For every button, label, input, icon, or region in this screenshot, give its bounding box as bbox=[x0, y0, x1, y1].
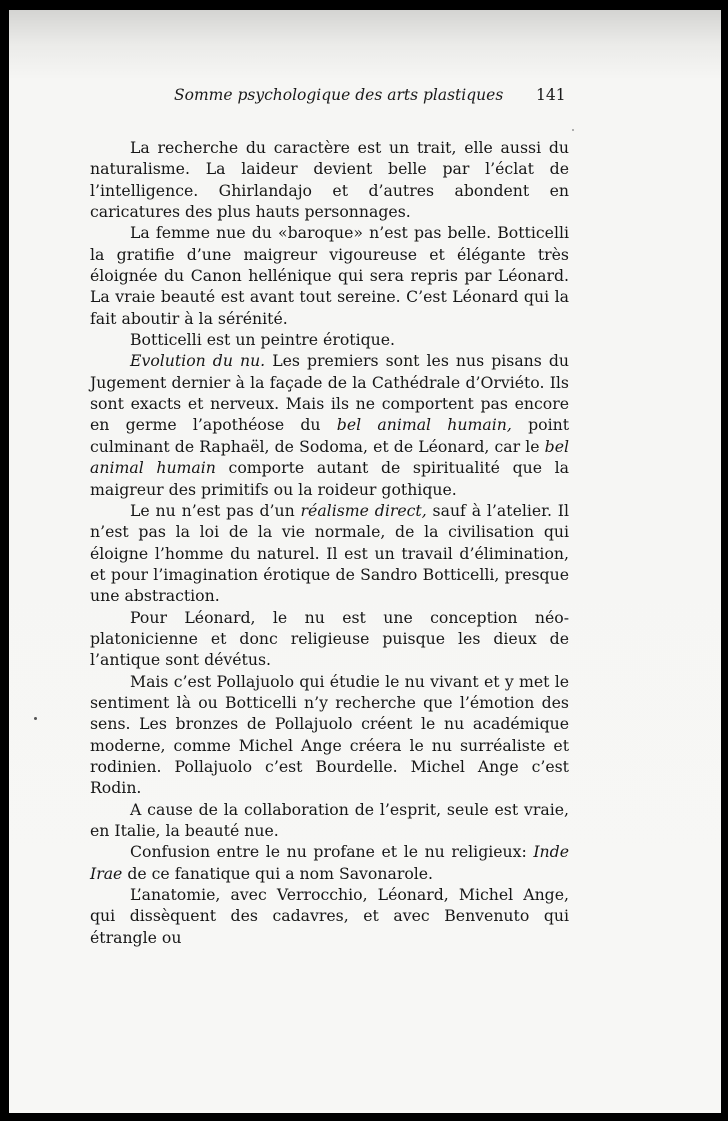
paragraph-text: La recherche du caractère est un trait, elle aussi du naturalisme. La laideur devient belle par l’éclat de l’intelligence. Ghirlandajo et d’autres abondent en caricatures des plus hauts personnages. bbox=[90, 138, 569, 222]
paragraph-femme-nue bbox=[90, 222, 569, 329]
paragraph-text: Les premiers sont les nus pisans du Jugement dernier à la façade de la Cathédrale d’Orviéto. Ils sont exacts et nerveux. Mais ils ne comportent pas encore en germe l’apothéose du bbox=[90, 351, 570, 435]
paragraph-text: La femme nue du «baroque» n’est pas belle. Botticelli la gratifie d’une maigreur vigoureuse et élégante très éloignée du Canon hellénique qui sera repris par Léonard. La vraie beauté est avant tout sereine. C’est Léonard qui la fait aboutir à la sérénité. bbox=[90, 223, 569, 328]
paragraph-text: Mais c’est Pollajuolo qui étudie le nu vivant et y met le sentiment là ou Botticelli n’y recherche que l’émotion des sens. Les bronzes de Pollajuolo créent le nu académique moderne, comme Michel Ange créera le nu surréaliste et rodinien. Pollajuolo c’est Bourdelle. Michel Ange c’est Rodin. bbox=[90, 671, 569, 798]
paragraph-beaute-nue bbox=[90, 799, 569, 842]
italic-phrase: Inde Irae bbox=[90, 842, 569, 883]
paragraph-text: de ce fanatique qui a nom Savonarole. bbox=[122, 863, 434, 883]
paragraph-text: Pour Léonard, le nu est une conception néo-platonicienne et donc religieuse puisque les dieux de l’antique sont dévétus. bbox=[90, 607, 569, 670]
paragraph-text: L’anatomie, avec Verrocchio, Léonard, Michel Ange, qui dissèquent des cadavres, et avec Benvenuto qui étrangle ou bbox=[90, 885, 569, 947]
book-page bbox=[9, 10, 721, 1113]
italic-heading: Evolution du nu. bbox=[130, 351, 266, 371]
paragraph-text: Le nu n’est pas d’un bbox=[130, 500, 301, 520]
paragraph-caractere bbox=[90, 137, 569, 222]
italic-phrase: bel animal humain bbox=[90, 436, 569, 478]
body-text bbox=[90, 137, 569, 948]
scan-speck bbox=[572, 129, 574, 131]
paragraph-confusion bbox=[90, 841, 569, 884]
page-header bbox=[9, 86, 721, 110]
paragraph-text: Botticelli est un peintre érotique. bbox=[130, 330, 396, 350]
paragraph-text: point culminant de Raphaël, de Sodoma, et de Léonard, car le bbox=[90, 415, 570, 456]
paragraph-anatomie bbox=[90, 884, 569, 948]
running-title: Somme psychologique des arts plastiques bbox=[174, 86, 504, 104]
paragraph-text: sauf à l’atelier. Il n’est pas la loi de la vie normale, de la civilisation qui éloigne l’homme du naturel. Il est un travail d’élimination, et pour l’imagination érotique de Sandro Botticelli, presque une abstraction. bbox=[90, 500, 569, 606]
paragraph-text: Confusion entre le nu profane et le nu religieux: bbox=[130, 842, 534, 862]
paragraph-text: A cause de la collaboration de l’esprit, seule est vraie, en Italie, la beauté nue. bbox=[90, 799, 569, 840]
paragraph-text: comporte autant de spiritualité que la maigreur des primitifs ou la roideur gothique. bbox=[90, 458, 569, 499]
italic-phrase: bel animal humain, bbox=[336, 415, 512, 435]
italic-phrase: réalisme direct, bbox=[300, 500, 427, 520]
paragraph-pollajuolo bbox=[90, 671, 569, 799]
scan-speck bbox=[34, 717, 37, 720]
paragraph-leonard-neo-platonicienne bbox=[90, 607, 569, 671]
paragraph-evolution-du-nu bbox=[90, 350, 569, 499]
paragraph-realisme bbox=[90, 500, 569, 607]
paragraph-botticelli-erotique bbox=[90, 329, 569, 350]
page-number: 141 bbox=[536, 86, 566, 104]
